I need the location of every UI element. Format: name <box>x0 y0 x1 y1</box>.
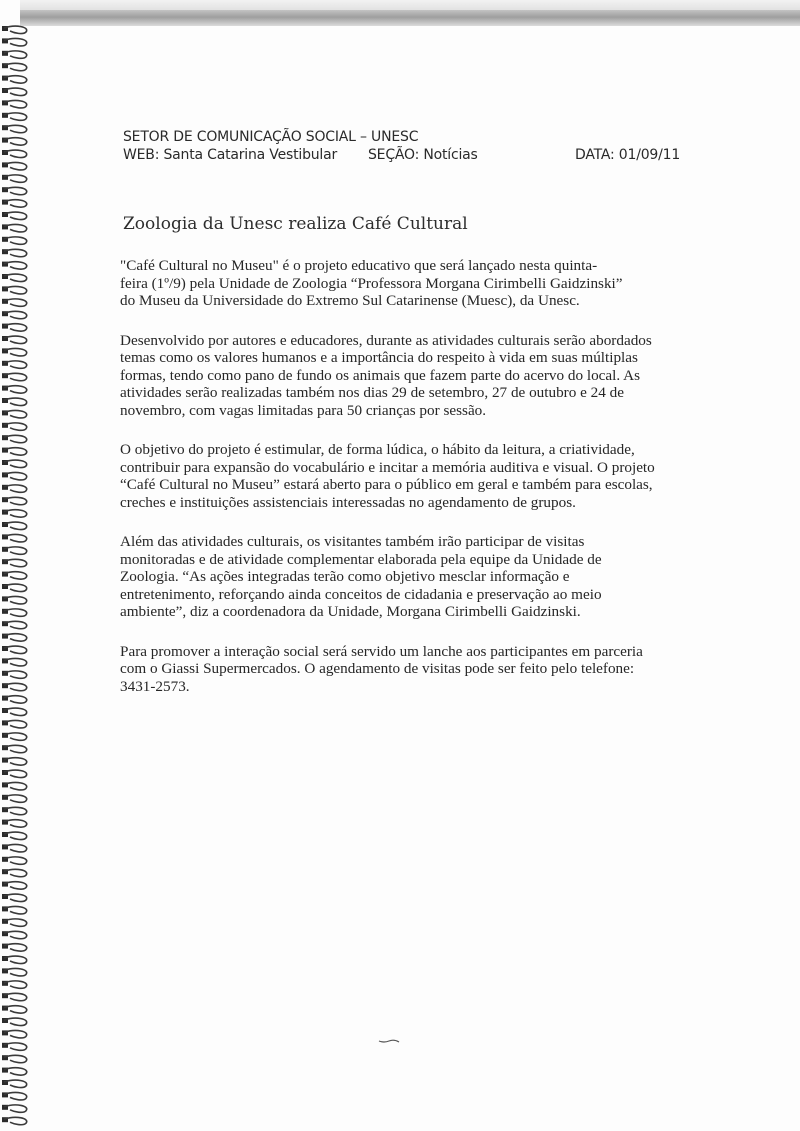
binding-loop <box>2 1117 27 1125</box>
binding-loop <box>2 398 27 406</box>
scan-top-band <box>20 10 800 26</box>
binding-loop <box>2 1030 27 1038</box>
binding-loop <box>2 609 27 617</box>
binding-loop <box>2 832 27 840</box>
binding-loop <box>2 324 27 332</box>
binding-loop <box>2 200 27 208</box>
binding-loop <box>2 1006 27 1014</box>
spiral-binding <box>0 20 40 1131</box>
binding-loop <box>2 311 27 319</box>
binding-loop <box>2 795 27 803</box>
binding-loop <box>2 708 27 716</box>
binding-loop <box>2 981 27 989</box>
binding-loop <box>2 572 27 580</box>
binding-loop <box>2 460 27 468</box>
header-section: SEÇÃO: Notícias <box>368 147 478 163</box>
binding-loop <box>2 162 27 170</box>
binding-loop <box>2 820 27 828</box>
scan-speck <box>378 1038 400 1044</box>
binding-loop <box>2 175 27 183</box>
binding-loop <box>2 125 27 133</box>
binding-loop <box>2 1055 27 1063</box>
binding-loop <box>2 671 27 679</box>
binding-loop <box>2 944 27 952</box>
binding-loop <box>2 348 27 356</box>
binding-loop <box>2 1018 27 1026</box>
binding-loop <box>2 857 27 865</box>
binding-loop <box>2 51 27 59</box>
binding-loop <box>2 782 27 790</box>
text-line: contribuir para expansão do vocabulário e incitar a memória auditiva e visual. O projeto <box>120 458 655 476</box>
header-meta-row <box>123 146 683 164</box>
header-date: DATA: 01/09/11 <box>575 147 681 163</box>
binding-loop <box>2 906 27 914</box>
text-line: formas, tendo como pano de fundo os animais que fazem parte do acervo do local. As <box>120 366 641 384</box>
binding-loop <box>2 1080 27 1088</box>
binding-loop <box>2 1092 27 1100</box>
text-line: Além das atividades culturais, os visitantes também irão participar de visitas <box>120 533 585 550</box>
binding-loop <box>2 224 27 232</box>
article-body <box>120 257 680 717</box>
text-line: com o Giassi Supermercados. O agendamento de visitas pode ser feito pelo telefone: <box>120 660 635 677</box>
binding-loop <box>2 212 27 220</box>
binding-loop <box>2 733 27 741</box>
document-header <box>123 128 683 164</box>
binding-loop <box>2 696 27 704</box>
binding-loop <box>2 534 27 542</box>
text-line: O objetivo do projeto é estimular, de forma lúdica, o hábito da leitura, a criatividade, <box>120 441 635 458</box>
text-line: entretenimento, reforçando ainda conceitos de cidadania e preservação ao meio <box>120 585 602 603</box>
binding-loop <box>2 646 27 654</box>
paragraph-2 <box>120 332 680 420</box>
binding-loop <box>2 510 27 518</box>
header-web: WEB: Santa Catarina Vestibular <box>123 147 338 163</box>
paragraph-3 <box>120 441 680 511</box>
binding-loop <box>2 237 27 245</box>
text-line: Para promover a interação social será servido um lanche aos participantes em parceria <box>120 642 643 660</box>
binding-loop <box>2 274 27 282</box>
binding-loop <box>2 869 27 877</box>
binding-loop <box>2 683 27 691</box>
binding-loop <box>2 522 27 530</box>
binding-loop <box>2 658 27 666</box>
binding-loop <box>2 63 27 71</box>
text-line: feira (1º/9) pela Unidade de Zoologia “Professora Morgana Cirimbelli Gaidzinski” <box>120 274 623 292</box>
binding-loop <box>2 931 27 939</box>
binding-loop <box>2 547 27 555</box>
binding-loop <box>2 472 27 480</box>
text-line: novembro, com vagas limitadas para 50 crianças por sessão. <box>120 401 487 419</box>
binding-loop <box>2 262 27 270</box>
paragraph-1 <box>120 257 680 310</box>
binding-loop <box>2 249 27 257</box>
binding-loop <box>2 100 27 108</box>
binding-loop <box>2 584 27 592</box>
binding-loop <box>2 745 27 753</box>
binding-loop <box>2 361 27 369</box>
binding-loop <box>2 386 27 394</box>
binding-loop <box>2 758 27 766</box>
binding-loop <box>2 448 27 456</box>
binding-loop <box>2 882 27 890</box>
binding-loop <box>2 138 27 146</box>
binding-loop <box>2 720 27 728</box>
binding-loop <box>2 423 27 431</box>
binding-loop <box>2 559 27 567</box>
binding-loop <box>2 38 27 46</box>
text-line: Zoologia. “As ações integradas terão como objetivo mesclar informação e <box>120 568 570 585</box>
header-sector: SETOR DE COMUNICAÇÃO SOCIAL – UNESC <box>123 129 419 145</box>
text-line: monitoradas e de atividade complementar elaborada pela equipe da Unidade de <box>120 550 602 568</box>
binding-loop <box>2 299 27 307</box>
binding-loop <box>2 770 27 778</box>
binding-loop <box>2 894 27 902</box>
binding-loop <box>2 410 27 418</box>
binding-loop <box>2 435 27 443</box>
binding-loop <box>2 621 27 629</box>
binding-loop <box>2 968 27 976</box>
binding-loop <box>2 76 27 84</box>
text-line: creches e instituições assistenciais interessadas no agendamento de grupos. <box>120 493 576 511</box>
text-line: do Museu da Universidade do Extremo Sul Catarinense (Muesc), da Unesc. <box>120 292 580 309</box>
scan-edge-shadow <box>20 0 800 10</box>
binding-loop <box>2 1068 27 1076</box>
text-line: Desenvolvido por autores e educadores, durante as atividades culturais serão abordados <box>120 331 652 349</box>
binding-loop <box>2 807 27 815</box>
binding-loop <box>2 88 27 96</box>
text-line: atividades serão realizadas também nos dias 29 de setembro, 27 de outubro e 24 de <box>120 384 624 401</box>
binding-loop <box>2 113 27 121</box>
binding-loop <box>2 373 27 381</box>
text-line: temas como os valores humanos e a importância do respeito à vida em suas múltiplas <box>120 349 638 366</box>
binding-loop <box>2 956 27 964</box>
paragraph-4 <box>120 533 680 621</box>
binding-loop <box>2 26 27 34</box>
binding-loop <box>2 187 27 195</box>
text-line: "Café Cultural no Museu" é o projeto educativo que será lançado nesta quinta- <box>120 257 598 274</box>
binding-loop <box>2 596 27 604</box>
binding-loop <box>2 634 27 642</box>
binding-loop <box>2 993 27 1001</box>
binding-loop <box>2 150 27 158</box>
binding-loop <box>2 286 27 294</box>
article-title: Zoologia da Unesc realiza Café Cultural <box>123 214 468 234</box>
text-line: ambiente”, diz a coordenadora da Unidade, Morgana Cirimbelli Gaidzinski. <box>120 603 581 620</box>
binding-loop <box>2 485 27 493</box>
binding-loop <box>2 919 27 927</box>
binding-loop <box>2 497 27 505</box>
binding-loop <box>2 1105 27 1113</box>
binding-loop <box>2 844 27 852</box>
text-line: “Café Cultural no Museu” estará aberto para o público em geral e também para escolas, <box>120 476 653 493</box>
text-line: 3431-2573. <box>120 677 190 695</box>
binding-loop <box>2 336 27 344</box>
paragraph-5 <box>120 643 680 696</box>
binding-loop <box>2 1043 27 1051</box>
